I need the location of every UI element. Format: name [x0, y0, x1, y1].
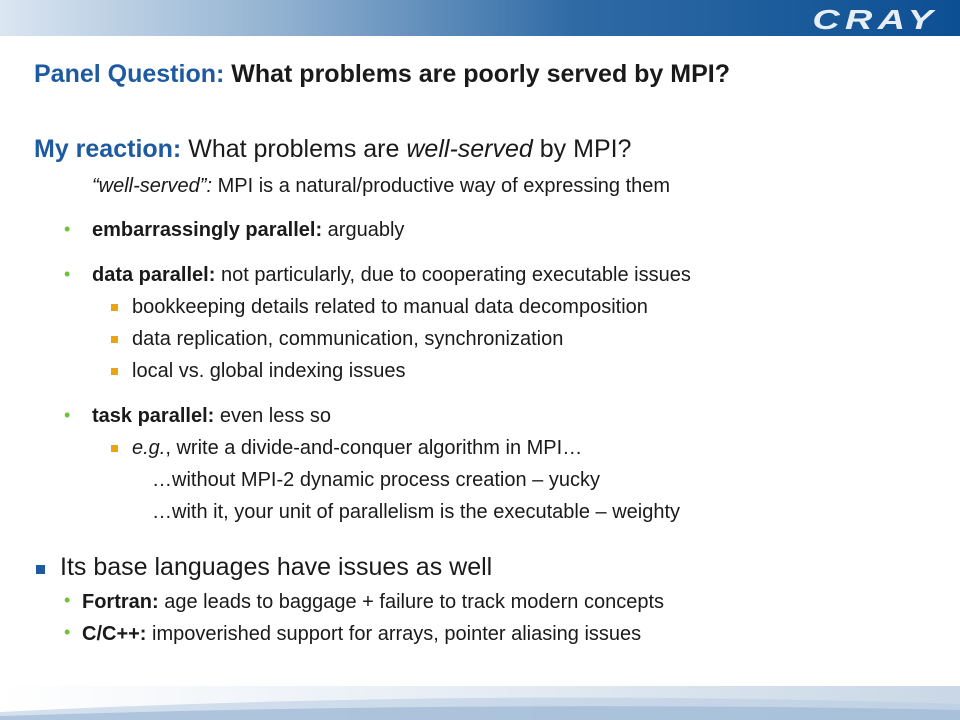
cray-logo: CRAY — [812, 4, 938, 35]
bullet-dot: • — [64, 264, 71, 284]
base-languages-heading: Its base languages have issues as well — [60, 553, 493, 581]
bullet-dot: • — [64, 590, 71, 610]
point-task-parallel: task parallel: even less so — [92, 405, 332, 427]
continuation-line: …with it, your unit of parallelism is the executable – weighty — [152, 501, 681, 523]
reaction-heading: My reaction: What problems are well-served by MPI? — [34, 135, 632, 163]
sub-bullet-square — [111, 336, 118, 343]
continuation-line: …without MPI-2 dynamic process creation – yucky — [152, 469, 600, 491]
top-banner — [0, 0, 960, 36]
sub-item: local vs. global indexing issues — [132, 360, 406, 382]
sub-bullet-square — [111, 445, 118, 452]
point-c-cpp: C/C++: impoverished support for arrays, pointer aliasing issues — [82, 623, 642, 645]
bullet-dot: • — [64, 405, 71, 425]
bottom-decoration — [0, 686, 960, 720]
point-data-parallel: data parallel: not particularly, due to cooperating executable issues — [92, 264, 691, 286]
definition-line: “well-served”: MPI is a natural/productive way of expressing them — [92, 175, 671, 197]
bullet-dot: • — [64, 219, 71, 239]
bullet-dot: • — [64, 622, 71, 642]
bottom-swoosh — [0, 686, 960, 720]
sub-item: data replication, communication, synchronization — [132, 328, 564, 350]
sub-item: bookkeeping details related to manual data decomposition — [132, 296, 648, 318]
point-embarrassingly-parallel: embarrassingly parallel: arguably — [92, 219, 405, 241]
slide-title: Panel Question: What problems are poorly served by MPI? — [34, 60, 730, 88]
sub-bullet-square — [111, 368, 118, 375]
sub-item: e.g., write a divide-and-conquer algorithm in MPI… — [132, 437, 583, 459]
heading-square-bullet — [36, 565, 45, 574]
point-fortran: Fortran: age leads to baggage + failure to track modern concepts — [82, 591, 664, 613]
sub-bullet-square — [111, 304, 118, 311]
